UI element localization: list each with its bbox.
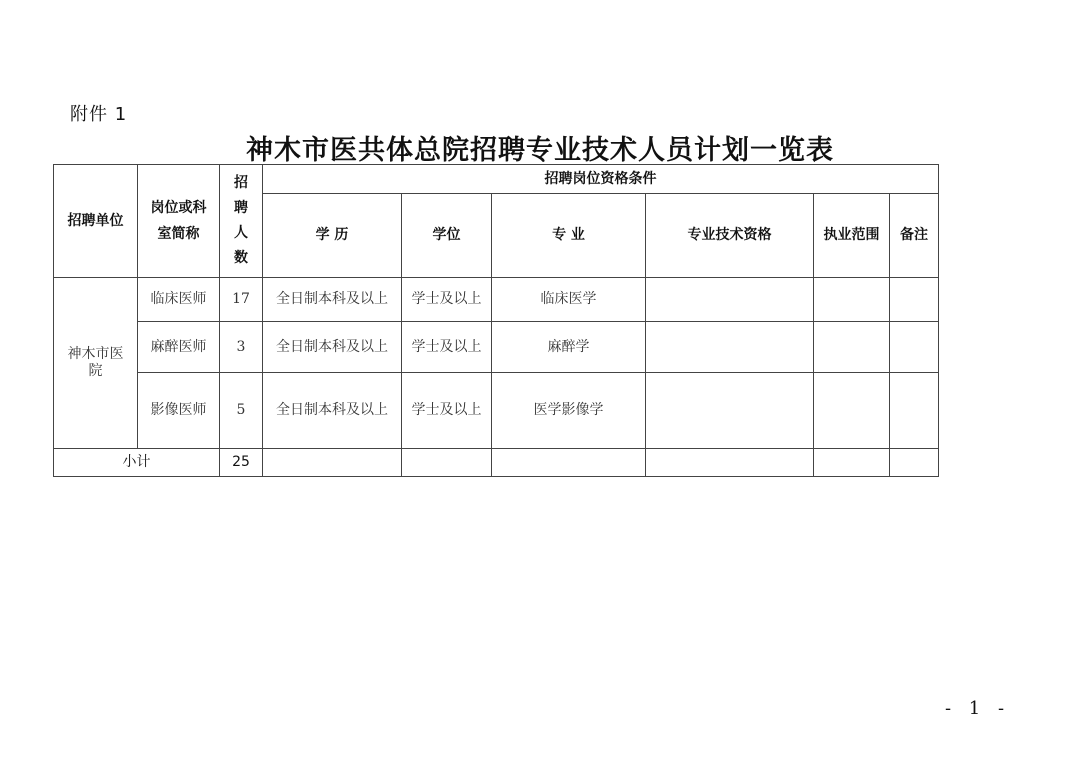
subtotal-count: 25 — [220, 449, 263, 477]
header-unit: 招聘单位 — [54, 165, 138, 278]
education-cell: 全日制本科及以上 — [263, 373, 402, 449]
header-major: 专 业 — [492, 194, 646, 278]
page-number: - 1 - — [945, 698, 1011, 719]
practice-scope-cell — [814, 278, 890, 322]
count-cell: 17 — [220, 278, 263, 322]
header-qualification: 专业技术资格 — [646, 194, 814, 278]
remarks-cell — [890, 373, 939, 449]
education-cell: 全日制本科及以上 — [263, 322, 402, 373]
header-count-char: 人 — [234, 225, 248, 241]
subtotal-row — [54, 449, 939, 477]
header-education: 学 历 — [263, 194, 402, 278]
education-cell: 全日制本科及以上 — [263, 278, 402, 322]
major-cell: 医学影像学 — [492, 373, 646, 449]
degree-cell: 学士及以上 — [402, 373, 492, 449]
count-cell: 5 — [220, 373, 263, 449]
subtotal-empty-cell — [263, 449, 402, 477]
recruitment-plan-table — [53, 164, 939, 477]
subtotal-empty-cell — [814, 449, 890, 477]
subtotal-empty-cell — [402, 449, 492, 477]
header-position-line2: 室简称 — [157, 226, 200, 242]
position-cell: 临床医师 — [138, 278, 220, 322]
qualification-cell — [646, 322, 814, 373]
qualification-cell — [646, 373, 814, 449]
unit-name-cell: 神木市医院 — [54, 278, 138, 449]
major-cell: 临床医学 — [492, 278, 646, 322]
practice-scope-cell — [814, 373, 890, 449]
practice-scope-cell — [814, 322, 890, 373]
subtotal-empty-cell — [646, 449, 814, 477]
remarks-cell — [890, 278, 939, 322]
header-conditions: 招聘岗位资格条件 — [263, 165, 939, 194]
major-cell: 麻醉学 — [492, 322, 646, 373]
header-position — [138, 165, 220, 278]
header-count-char: 数 — [234, 250, 248, 266]
position-cell: 影像医师 — [138, 373, 220, 449]
attachment-label: 附件 1 — [70, 104, 128, 125]
header-practice-scope: 执业范围 — [814, 194, 890, 278]
header-remarks: 备注 — [890, 194, 939, 278]
header-count-char: 聘 — [234, 200, 248, 216]
subtotal-empty-cell — [890, 449, 939, 477]
degree-cell: 学士及以上 — [402, 322, 492, 373]
qualification-cell — [646, 278, 814, 322]
position-cell: 麻醉医师 — [138, 322, 220, 373]
count-cell: 3 — [220, 322, 263, 373]
table-row — [54, 373, 939, 449]
remarks-cell — [890, 322, 939, 373]
subtotal-label: 小计 — [54, 449, 220, 477]
document-title: 神木市医共体总院招聘专业技术人员计划一览表 — [246, 135, 834, 166]
header-position-line1: 岗位或科 — [150, 200, 207, 216]
subtotal-empty-cell — [492, 449, 646, 477]
table-header-row — [54, 165, 939, 194]
table-row — [54, 322, 939, 373]
table-row — [54, 278, 939, 322]
header-count-char: 招 — [234, 175, 248, 191]
header-degree: 学位 — [402, 194, 492, 278]
degree-cell: 学士及以上 — [402, 278, 492, 322]
header-count — [220, 165, 263, 278]
